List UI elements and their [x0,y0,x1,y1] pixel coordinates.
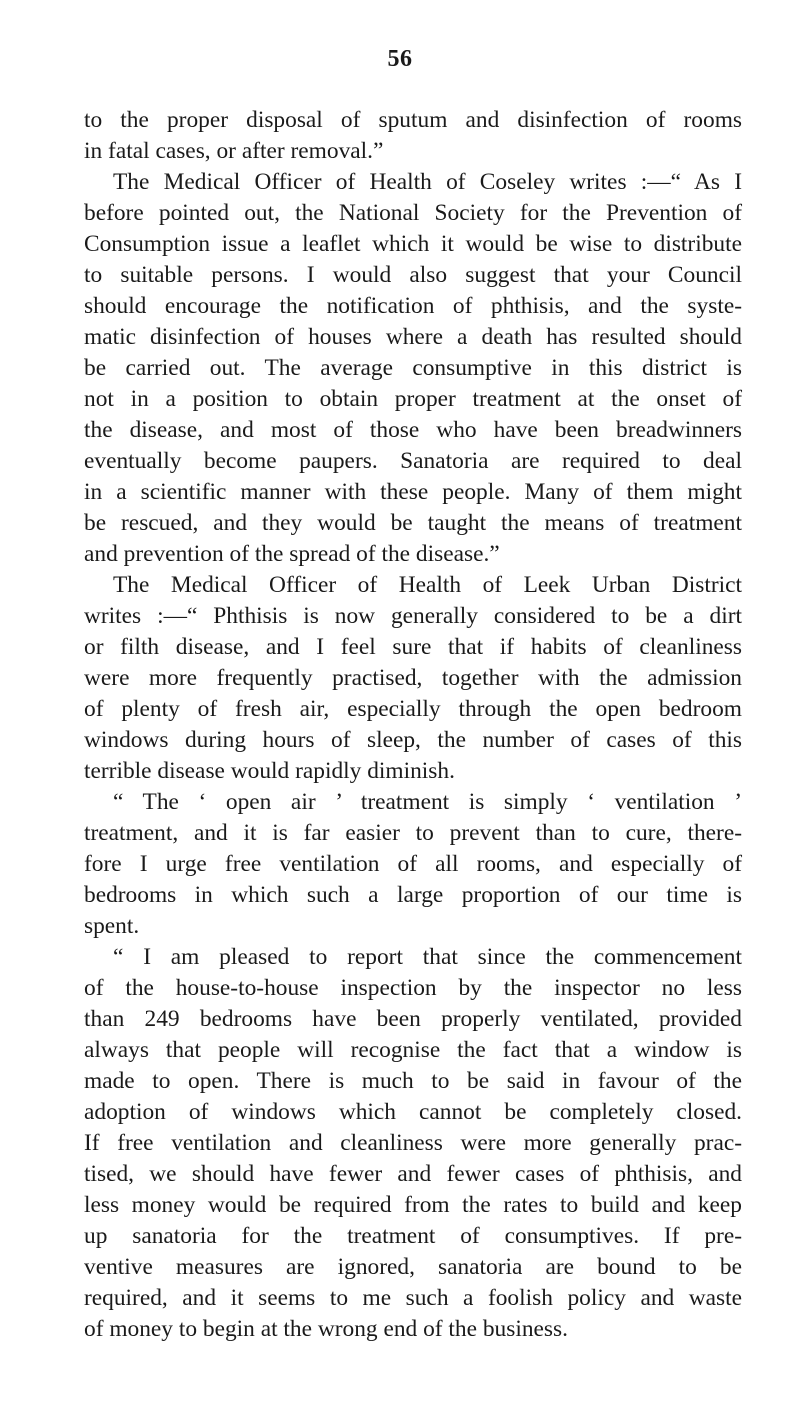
text-line: of the house-to-house inspection by the inspector no less [84,975,742,1001]
text-line: tised, we should have fewer and fewer cases of phthisis, and [84,1161,742,1187]
text-line: of plenty of fresh air, especially through the open bedroom [84,696,742,722]
text-line: matic disinfection of houses where a death has resulted should [84,324,742,350]
text-line: eventually become paupers. Sanatoria are required to deal [84,448,742,474]
text-line: and prevention of the spread of the disease.” [84,541,500,567]
text-line: in fatal cases, or after removal.” [84,138,384,164]
text-line: made to open. There is much to be said in favour of the [84,1068,742,1094]
text-line: adoption of windows which cannot be completely closed. [84,1099,742,1125]
text-line: were more frequently practised, together with the admission [84,665,742,691]
text-line: terrible disease would rapidly diminish. [84,758,455,784]
text-line: before pointed out, the National Society for the Prevention of [84,200,742,226]
text-line: be rescued, and they would be taught the means of treatment [84,510,742,536]
text-line: to suitable persons. I would also suggest that your Council [84,262,742,288]
text-line: required, and it seems to me such a foolish policy and waste [84,1285,742,1311]
text-line: or filth disease, and I feel sure that if habits of cleanliness [84,634,742,660]
text-line: less money would be required from the rates to build and keep [84,1192,742,1218]
text-line: in a scientific manner with these people. Many of them might [84,479,742,505]
text-line: windows during hours of sleep, the number of cases of this [84,727,742,753]
text-line: be carried out. The average consumptive in this district is [84,355,742,381]
text-line: The Medical Officer of Health of Leek Urban District [113,572,742,598]
text-line: of money to begin at the wrong end of the business. [84,1316,568,1342]
text-line: up sanatoria for the treatment of consumptives. If pre- [84,1223,742,1249]
text-line: to the proper disposal of sputum and disinfection of rooms [84,107,742,133]
text-line: not in a position to obtain proper treatment at the onset of [84,386,742,412]
text-line: spent. [84,913,140,939]
text-line: fore I urge free ventilation of all rooms, and especially of [84,851,742,877]
text-line: than 249 bedrooms have been properly ventilated, provided [84,1006,742,1032]
text-line: always that people will recognise the fact that a window is [84,1037,742,1063]
text-line: Consumption issue a leaflet which it would be wise to distribute [84,231,742,257]
text-line: writes :—“ Phthisis is now generally considered to be a dirt [84,603,742,629]
text-line: bedrooms in which such a large proportion of our time is [84,882,742,908]
text-line: should encourage the notification of phthisis, and the syste- [84,293,742,319]
text-line: “ I am pleased to report that since the commencement [113,944,742,970]
text-line: treatment, and it is far easier to prevent than to cure, there- [84,820,742,846]
text-line: “ The ‘ open air ’ treatment is simply ‘ ventilation ’ [113,789,742,815]
text-line: If free ventilation and cleanliness were more generally prac- [84,1130,742,1156]
page-number: 56 [387,46,413,72]
text-line: The Medical Officer of Health of Coseley writes :—“ As I [113,169,742,195]
text-line: ventive measures are ignored, sanatoria are bound to be [84,1254,742,1280]
text-line: the disease, and most of those who have been breadwinners [84,417,742,443]
